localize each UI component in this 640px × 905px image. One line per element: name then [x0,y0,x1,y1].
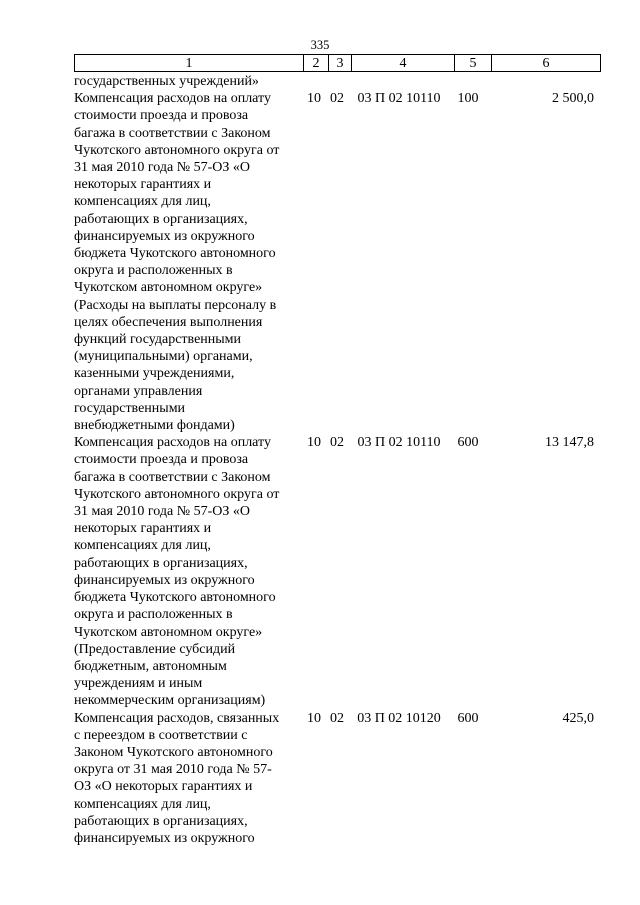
description-line: бюджетным, автономным [74,658,227,674]
row-description [74,710,302,848]
table-row [74,90,594,434]
description-line: финансируемых из окружного [74,830,255,846]
description-line: органами управления [74,383,203,399]
budget-table-body [74,73,594,847]
column-header-1: 1 [75,55,304,72]
subsection-code: 02 [330,710,344,726]
table-row [74,73,594,90]
description-line: округа и расположенных в [74,607,233,623]
target-article-code: 03 П 02 10110 [357,435,441,451]
description-line: 31 мая 2010 года № 57-ОЗ «О [74,160,250,176]
description-line: работающих в организациях, [74,813,248,829]
description-line: функций государственными [74,332,242,348]
description-line: (Расходы на выплаты персоналу в [74,297,277,313]
budget-table [74,73,594,847]
description-line: стоимости проезда и провоза [74,108,249,124]
description-line: Компенсация расходов на оплату [74,91,271,107]
subsection-code: 02 [330,91,344,107]
description-line: Чукотском автономном округе» [74,624,263,640]
target-article-code: 03 П 02 10120 [357,710,441,726]
table-row [74,710,594,848]
description-line: учреждениям и иным [74,676,203,692]
description-line: казенными учреждениями, [74,366,235,382]
description-line: бюджета Чукотского автономного [74,590,276,606]
description-line: Компенсация расходов, связанных [74,710,280,726]
expense-type-code: 100 [457,91,479,107]
description-line: 31 мая 2010 года № 57-ОЗ «О [74,504,250,520]
column-header-5: 5 [455,55,492,72]
description-line: (Предоставление субсидий [74,641,236,657]
column-header-6: 6 [492,55,601,72]
amount: 2 500,0 [552,91,594,107]
target-article-code [348,73,450,90]
description-line: целях обеспечения выполнения [74,314,263,330]
amount [486,73,594,90]
description-line: Законом Чукотского автономного [74,744,273,760]
description-line: некоммерческим организациям) [74,693,266,709]
description-line: стоимости проезда и провоза [74,452,249,468]
description-line: Чукотском автономном округе» [74,280,263,296]
page-number: 335 [310,38,330,52]
column-header-row [75,55,601,72]
section-code: 10 [307,435,321,451]
description-line: округа и расположенных в [74,263,233,279]
description-line: Чукотского автономного округа от [74,486,280,502]
description-line: финансируемых из окружного [74,228,255,244]
section-code: 10 [307,91,321,107]
description-line: государственными [74,400,186,416]
column-header-2: 2 [304,55,329,72]
description-line: работающих в организациях, [74,555,248,571]
description-line: бюджета Чукотского автономного [74,246,276,262]
description-line: округа от 31 мая 2010 года № 57- [74,762,272,778]
description-line: (муниципальными) органами, [74,349,253,365]
description-line: внебюджетными фондами) [74,418,235,434]
description-line: Компенсация расходов на оплату [74,435,271,451]
column-header-3: 3 [329,55,352,72]
amount: 13 147,8 [545,435,594,451]
subsection-code: 02 [330,435,344,451]
row-description [74,434,302,709]
description-line: некоторых гарантиях и [74,177,212,193]
amount: 425,0 [562,710,594,726]
description-line: работающих в организациях, [74,211,248,227]
column-header-4: 4 [352,55,455,72]
description-line: с переездом в соответствии с [74,727,248,743]
description-line: Чукотского автономного округа от [74,142,280,158]
description-line: государственных учреждений» [74,74,259,89]
section-code: 10 [307,710,321,726]
description-line: ОЗ «О некоторых гарантиях и [74,779,253,795]
expense-type-code: 600 [457,710,479,726]
description-line: компенсациях для лиц, [74,194,211,210]
description-line: компенсациях для лиц, [74,796,211,812]
description-line: компенсациях для лиц, [74,538,211,554]
column-header-table [74,54,601,72]
expense-type-code: 600 [457,435,479,451]
description-line: некоторых гарантиях и [74,521,212,537]
row-description [74,90,302,434]
description-line: финансируемых из окружного [74,572,255,588]
row-description [74,73,302,90]
target-article-code: 03 П 02 10110 [357,91,441,107]
description-line: багажа в соответствии с Законом [74,125,271,141]
expense-type-code [450,73,486,90]
subsection-code [326,73,348,90]
section-code [302,73,326,90]
table-row [74,434,594,709]
description-line: багажа в соответствии с Законом [74,469,271,485]
